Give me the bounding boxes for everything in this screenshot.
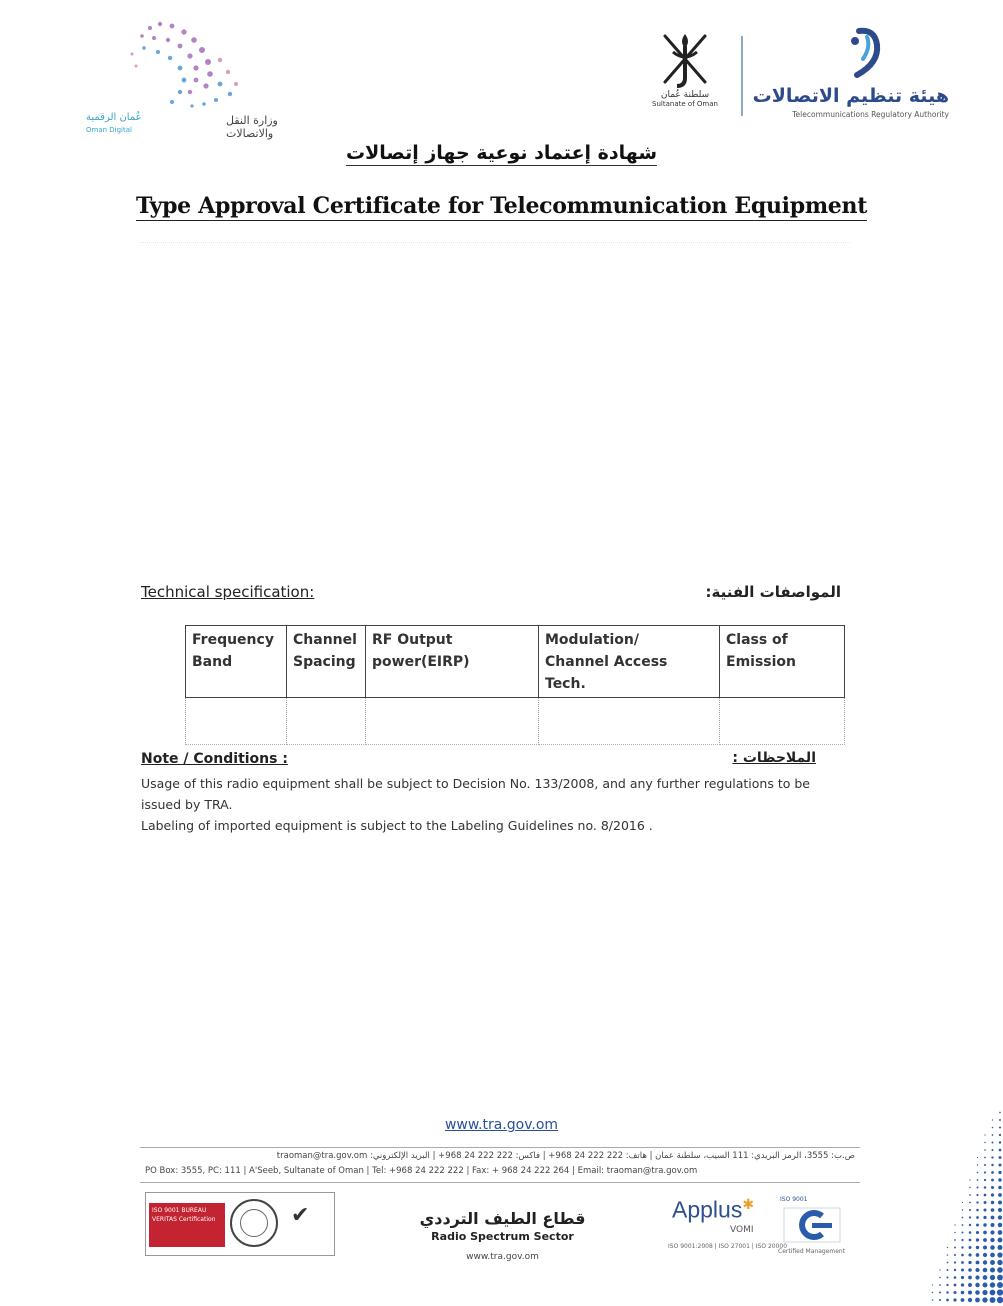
decorative-dot <box>968 1261 971 1264</box>
decorative-dot <box>975 1268 979 1272</box>
decorative-dot <box>946 1291 948 1293</box>
swirl-logo-icon <box>80 14 310 114</box>
decorative-dot <box>997 1282 1003 1288</box>
decorative-dot <box>969 1246 972 1249</box>
decorative-dot <box>997 1260 1002 1265</box>
footer-address-en: PO Box: 3555, PC: 111 | A'Seeb, Sultanate of Oman | Tel: +968 24 222 222 | Fax: + 968 24 222 264 | Email: traoman@tra.gov.om <box>145 1166 698 1176</box>
decorative-dot <box>997 1267 1003 1273</box>
decorative-dot <box>984 1149 986 1151</box>
decorative-dot <box>969 1179 970 1180</box>
tra-logo <box>752 25 955 125</box>
notes-label-en: Note / Conditions : <box>141 751 288 767</box>
decorative-dot <box>998 1201 1002 1205</box>
technical-spec-label-ar: المواصفات الفنية: <box>705 583 841 601</box>
decorative-dot <box>984 1201 987 1204</box>
decorative-dot <box>977 1179 979 1181</box>
digital-label-en: Oman Digital <box>86 126 132 134</box>
decorative-dot <box>954 1276 957 1279</box>
decorative-dot <box>968 1268 972 1272</box>
decorative-dot <box>976 1194 978 1196</box>
tra-logo-icon <box>841 25 887 81</box>
decorative-dot <box>992 1142 994 1144</box>
decorative-dot <box>976 1238 979 1241</box>
certificate-title-en-text: Type Approval Certificate for Telecommunication Equipment <box>135 193 868 219</box>
decorative-dot <box>991 1179 994 1182</box>
decorative-dot-pattern <box>820 1100 1003 1306</box>
decorative-dot <box>991 1171 994 1174</box>
decorative-dot <box>976 1224 979 1227</box>
decorative-dot <box>946 1299 949 1302</box>
decorative-dot <box>984 1171 986 1173</box>
decorative-dot <box>977 1187 979 1189</box>
decorative-dot <box>983 1245 987 1249</box>
ministry-logo <box>80 14 310 139</box>
decorative-dot <box>990 1253 995 1258</box>
oman-emblem-icon <box>655 28 715 90</box>
decorative-dot <box>961 1231 963 1233</box>
decorative-dot <box>954 1224 955 1225</box>
decorative-dot <box>939 1299 941 1301</box>
sector-name-en: Radio Spectrum Sector <box>431 1230 574 1243</box>
note-line: Labeling of imported equipment is subject to the Labeling Guidelines no. 8/2016 . <box>141 818 653 833</box>
certificate-title-ar <box>0 142 1003 164</box>
header-channel-spacing: Channel Spacing <box>287 626 366 698</box>
decorative-dot <box>983 1260 987 1264</box>
decorative-dot <box>939 1284 941 1286</box>
decorative-dot <box>968 1276 972 1280</box>
decorative-dot <box>968 1290 972 1294</box>
digital-label-ar: عُمان الرقمية <box>86 112 142 123</box>
decorative-dot <box>976 1231 979 1234</box>
decorative-dot <box>999 1156 1002 1159</box>
table-cell <box>287 698 366 745</box>
decorative-dot <box>991 1156 993 1158</box>
ministry-label-ar: وزارة النقل والاتصالات <box>226 114 278 140</box>
decorative-dot <box>962 1224 964 1226</box>
decorative-dot <box>977 1172 979 1174</box>
decorative-dot <box>939 1277 941 1279</box>
decorative-dot <box>976 1246 979 1249</box>
decorative-dot <box>961 1254 964 1257</box>
table-cell <box>186 698 287 745</box>
notes-label-ar: الملاحظات : <box>732 750 816 766</box>
decorative-dot <box>961 1269 964 1272</box>
decorative-dot <box>999 1149 1002 1152</box>
applus-star-icon: ✱ <box>742 1196 755 1212</box>
spec-table <box>185 625 845 745</box>
decorative-dot <box>998 1193 1002 1197</box>
decorative-dot <box>954 1261 956 1263</box>
emblem-label-ar: سلطنة عُمان <box>660 90 710 100</box>
decorative-dot <box>975 1275 979 1279</box>
decorative-dot <box>999 1141 1001 1143</box>
decorative-dot <box>990 1290 996 1296</box>
decorative-dot <box>976 1201 978 1203</box>
decorative-dot <box>961 1246 963 1248</box>
decorative-dot <box>968 1298 972 1302</box>
decorative-dot <box>990 1275 995 1280</box>
decorative-dot <box>998 1171 1001 1174</box>
footer-website-link[interactable]: www.tra.gov.om <box>444 1117 559 1133</box>
decorative-dot <box>961 1298 965 1302</box>
header-class-of-emission: Class of Emission <box>720 626 845 698</box>
decorative-dot <box>947 1254 949 1256</box>
decorative-dot <box>983 1253 987 1257</box>
applus-sub: VOMI <box>730 1225 754 1235</box>
note-line: Usage of this radio equipment shall be subject to Decision No. 133/2008, and any further regulations to be issued by TRA. <box>141 776 810 812</box>
decorative-dot <box>984 1194 987 1197</box>
decorative-dot <box>991 1201 994 1204</box>
decorative-dot <box>990 1230 994 1234</box>
decorative-dot <box>969 1224 971 1226</box>
decorative-dot <box>984 1186 987 1189</box>
decorative-dot <box>983 1231 987 1235</box>
decorative-dot <box>990 1282 995 1287</box>
decorative-dot <box>999 1126 1001 1128</box>
decorative-dot <box>954 1291 957 1294</box>
checkmark-icon: ✔ <box>291 1203 310 1228</box>
decorative-dot <box>991 1193 994 1196</box>
decorative-dot <box>947 1262 949 1264</box>
decorative-dot <box>999 1134 1001 1136</box>
emblem-label-en: Sultanate of Oman <box>652 100 718 108</box>
decorative-dot <box>983 1216 986 1219</box>
iso-badge-text: ISO 9001 BUREAU VERITAS Certification <box>149 1203 225 1247</box>
decorative-dot <box>969 1187 970 1188</box>
tra-name-en: Telecommunications Regulatory Authority <box>792 110 949 119</box>
decorative-dot <box>990 1245 995 1250</box>
decorative-dot <box>961 1276 964 1279</box>
decorative-dot <box>997 1275 1003 1281</box>
header-divider <box>741 36 743 116</box>
decorative-dot <box>984 1134 985 1135</box>
decorative-dot <box>969 1194 971 1196</box>
decorative-dot <box>990 1267 995 1272</box>
decorative-dot <box>939 1292 941 1294</box>
decorative-dot <box>977 1164 978 1165</box>
decorative-dot <box>983 1268 988 1273</box>
certificate-title-en <box>0 193 1003 219</box>
decorative-dot <box>982 1297 987 1302</box>
decorative-dot <box>992 1119 993 1120</box>
decorative-dot <box>932 1299 934 1301</box>
decorative-dot <box>969 1231 972 1234</box>
decorative-dot <box>983 1238 987 1242</box>
decorative-dot <box>976 1253 980 1257</box>
decorative-dot <box>991 1223 995 1227</box>
decorative-dot <box>976 1261 980 1265</box>
technical-spec-label-en: Technical specification: <box>141 583 315 601</box>
decorative-dot <box>961 1239 963 1241</box>
decorative-dot <box>997 1252 1002 1257</box>
decorative-dot <box>961 1261 964 1264</box>
decorative-dot <box>998 1208 1002 1212</box>
decorative-dot <box>962 1209 963 1210</box>
decorative-dot <box>962 1202 963 1203</box>
decorative-dot <box>991 1186 994 1189</box>
decorative-dot <box>983 1283 988 1288</box>
decorative-dot <box>954 1247 956 1249</box>
decorative-dot <box>947 1269 949 1271</box>
decorative-dot <box>998 1186 1002 1190</box>
decorative-dot <box>969 1202 971 1204</box>
decorative-dot <box>977 1157 978 1158</box>
decorative-dot <box>968 1283 972 1287</box>
footer-divider <box>140 1147 860 1148</box>
tra-name-ar: هيئة تنظيم الاتصالات <box>752 85 949 107</box>
decorative-dot <box>992 1127 994 1129</box>
spec-table-header-row <box>186 626 845 698</box>
decorative-dot <box>984 1164 986 1166</box>
decorative-dot <box>969 1239 972 1242</box>
decorative-dot <box>954 1254 956 1256</box>
decorative-dot <box>998 1215 1002 1219</box>
decorative-dot <box>984 1179 986 1181</box>
decorative-dot <box>932 1292 933 1293</box>
decorative-dot <box>968 1253 971 1256</box>
divider <box>140 242 850 243</box>
decorative-dot <box>999 1119 1001 1121</box>
decorative-dot <box>961 1283 964 1286</box>
decorative-dot <box>953 1298 956 1301</box>
decorative-dot <box>939 1269 940 1270</box>
decorative-dot <box>983 1275 988 1280</box>
sector-name-ar: قطاع الطيف الترددي <box>419 1209 586 1228</box>
decorative-dot <box>962 1217 964 1219</box>
decorative-dot <box>991 1216 995 1220</box>
footer-divider <box>140 1182 860 1183</box>
footer-address-ar: ص.ب: 3555، الرمز البريدي: 111 السيب، سلطنة عمان | هاتف: 222 222 24 968+ | فاكس: 222 222 24 968+ | البريد الإلكتروني: traoman@tra.gov.om <box>276 1151 855 1161</box>
table-cell <box>539 698 720 745</box>
decorative-dot <box>991 1164 993 1166</box>
header-modulation: Modulation/ Channel Access Tech. <box>539 626 720 698</box>
applus-caption: ISO 9001:2008 | ISO 27001 | ISO 20000 <box>668 1243 788 1250</box>
table-row <box>186 698 845 745</box>
decorative-dot <box>992 1134 994 1136</box>
decorative-dot <box>990 1297 996 1303</box>
decorative-dot <box>997 1289 1003 1295</box>
decorative-dot <box>976 1209 979 1212</box>
header-frequency-band: Frequency Band <box>186 626 287 698</box>
decorative-dot <box>932 1284 933 1285</box>
decorative-dot <box>975 1283 979 1287</box>
cert-caption-top: ISO 9001 <box>780 1196 808 1203</box>
decorative-dot <box>984 1157 986 1159</box>
decorative-dot <box>998 1230 1003 1235</box>
bureau-veritas-seal-icon <box>230 1199 278 1247</box>
decorative-dot <box>999 1112 1001 1114</box>
sector-url: www.tra.gov.om <box>466 1252 539 1262</box>
decorative-dot <box>998 1163 1001 1166</box>
iso-certification-badge <box>145 1192 335 1256</box>
table-cell <box>720 698 845 745</box>
certificate-title-ar-text: شهادة إعتماد نوعية جهاز إتصالات <box>345 142 657 164</box>
notes-text <box>141 773 851 836</box>
decorative-dot <box>997 1245 1002 1250</box>
decorative-dot <box>983 1208 986 1211</box>
decorative-dot <box>997 1297 1003 1303</box>
decorative-dot <box>954 1239 956 1241</box>
cert-caption-bottom: Certified Management <box>778 1248 846 1255</box>
decorative-dot <box>961 1291 965 1295</box>
decorative-dot <box>998 1223 1003 1228</box>
oman-emblem <box>640 28 730 120</box>
decorative-dot <box>991 1208 995 1212</box>
table-cell <box>366 698 539 745</box>
decorative-dot <box>990 1238 994 1242</box>
applus-logo: Applus✱ <box>672 1196 755 1223</box>
decorative-dot <box>990 1260 995 1265</box>
decorative-dot <box>991 1149 993 1151</box>
decorative-dot <box>975 1298 980 1303</box>
decorative-dot <box>946 1276 948 1278</box>
decorative-dot <box>984 1142 985 1143</box>
decorative-dot <box>998 1178 1001 1181</box>
decorative-dot <box>975 1290 980 1295</box>
decorative-dot <box>954 1269 956 1271</box>
decorative-dot <box>954 1232 956 1234</box>
decorative-dot <box>947 1247 948 1248</box>
decorative-dot <box>954 1284 957 1287</box>
header-rf-output-power: RF Output power(EIRP) <box>366 626 539 698</box>
decorative-dot <box>946 1284 948 1286</box>
decorative-dot <box>969 1209 971 1211</box>
decorative-dot <box>969 1216 971 1218</box>
decorative-dot <box>982 1290 987 1295</box>
decorative-dot <box>983 1223 986 1226</box>
decorative-dot <box>998 1238 1003 1243</box>
decorative-dot <box>976 1216 979 1219</box>
